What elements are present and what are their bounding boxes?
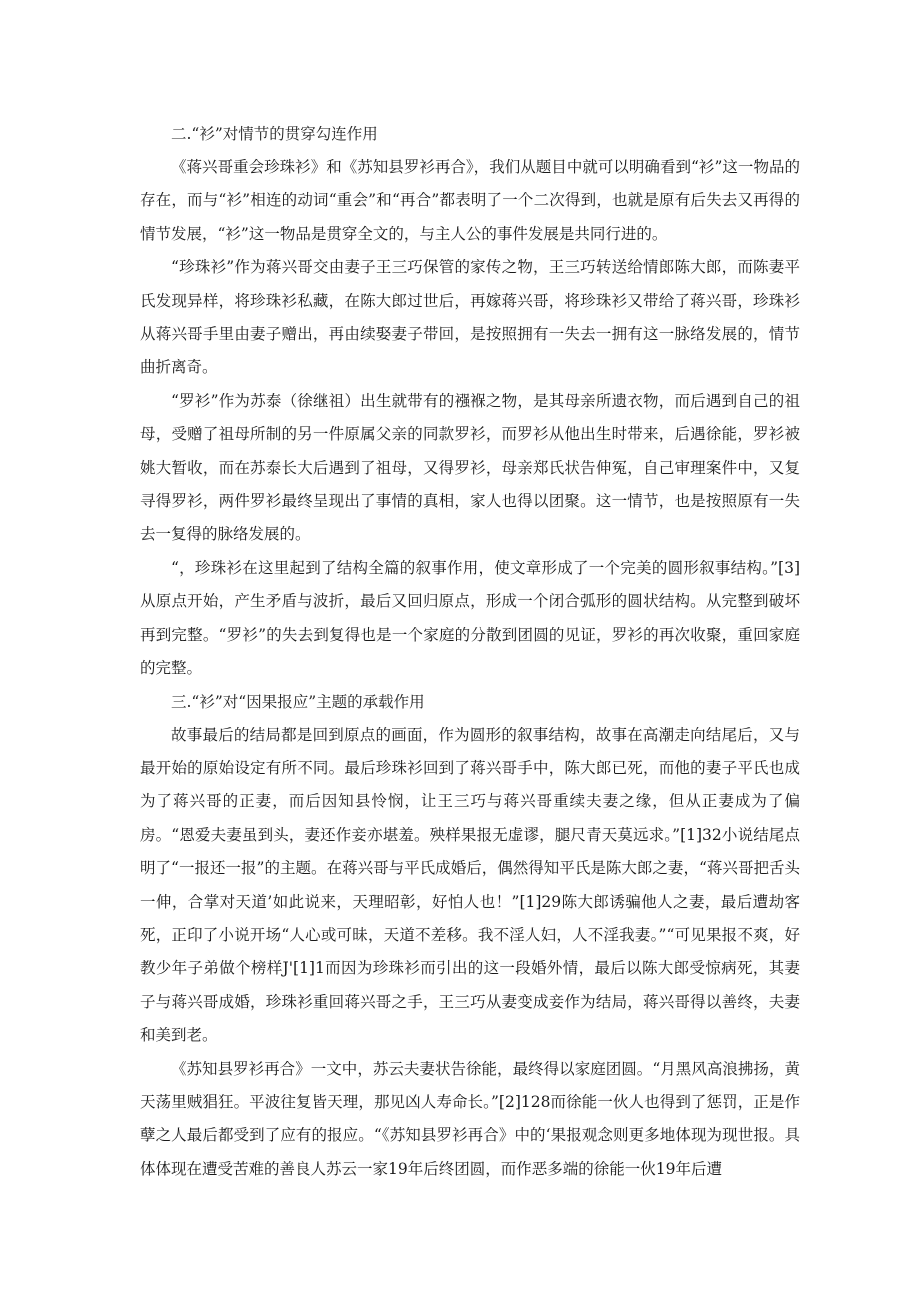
section-heading-3: 三.“衫”对“因果报应”主题的承载作用 [171, 692, 425, 711]
document-body [140, 118, 800, 1186]
paragraph-su-county: 《苏知县罗衫再合》一文中，苏云夫妻状告徐能，最终得以家庭团圆。“月黑风高浪拂扬，黄天荡里贼猖狂。平波往复皆天理，那见凶人寿命长。”[2]128而徐能一伙人也得到了惩罚，正是作孽之人最后都受到了应有的报应。“《苏知县罗衫再合》中的‘果报观念则更多地体现为现世报。具体体现在遭受苦难的善良人苏云一家19年后终团圆，而作恶多端的徐能一伙19年后遭 [140, 1059, 800, 1178]
paragraph-circular-structure: “，珍珠衫在这里起到了结构全篇的叙事作用，使文章形成了一个完美的圆形叙事结构。”[3]从原点开始，产生矛盾与波折，最后又回归原点，形成一个闭合弧形的圆状结构。从完整到破坏再到完整。“罗衫”的失去到复得也是一个家庭的分散到团圆的见证，罗衫的再次收聚，重回家庭的完整。 [140, 558, 800, 678]
paragraph-karma-ending: 故事最后的结局都是回到原点的画面，作为圆形的叙事结构，故事在高潮走向结尾后，又与最开始的原始设定有所不同。最后珍珠衫回到了蒋兴哥手中，陈大郎已死，而他的妻子平氏也成为了蒋兴哥的正妻，而后因知县怜悯，让王三巧与蒋兴哥重续夫妻之缘，但从正妻成为了偏房。“恩爱夫妻虽到头，妻还作妾亦堪羞。殃样果报无虚谬，腿尺青天莫远求。”[1]32小说结尾点明了“一报还一报”的主题。在蒋兴哥与平氏成婚后，偶然得知平氏是陈大郎之妻，“蒋兴哥把舌头一伸，合掌对天道’如此说来，天理昭彰，好怕人也！”[1]29陈大郎诱骗他人之妻，最后遭劫客死，正印了小说开场“人心或可昧，天道不差移。我不淫人妇，人不淫我妻。”“可见果报不爽，好教少年子弟做个榜样J'[1]1而因为珍珠衫而引出的这一段婚外情，最后以陈大郎受惊病死，其妻子与蒋兴哥成婚，珍珠衫重回蒋兴哥之手，王三巧从妻变成妾作为结局，蒋兴哥得以善终，夫妻和美到老。 [140, 725, 800, 1045]
paragraph-titles-intro: 《蒋兴哥重会珍珠衫》和《苏知县罗衫再合》，我们从题目中就可以明确看到“衫”这一物品的存在，而与“衫”相连的动词“重会”和“再合”都表明了一个二次得到，也就是原有后失去又再得的情节发展，“衫”这一物品是贯穿全文的，与主人公的事件发展是共同行进的。 [140, 158, 800, 243]
section-heading-2: 二.“衫”对情节的贯穿勾连作用 [171, 125, 378, 143]
paragraph-luo-shirt: “罗衫”作为苏泰（徐继祖）出生就带有的襁褓之物，是其母亲所遗衣物，而后遇到自己的祖母，受赠了祖母所制的另一件原属父亲的同款罗衫，而罗衫从他出生时带来，后遇徐能，罗衫被姚大暂收，而在苏泰长大后遇到了祖母，又得罗衫，母亲郑氏状告伸冤，自己审理案件中，又复寻得罗衫，两件罗衫最终呈现出了事情的真相，家人也得以团聚。这一情节，也是按照原有一失去一复得的脉络发展的。 [140, 391, 800, 544]
paragraph-pearl-shirt: “珍珠衫”作为蒋兴哥交由妻子王三巧保管的家传之物，王三巧转送给情郎陈大郎，而陈妻平氏发现异样，将珍珠衫私藏，在陈大郎过世后，再嫁蒋兴哥，将珍珠衫又带给了蒋兴哥，珍珠衫从蒋兴哥手里由妻子赠出，再由续娶妻子带回，是按照拥有一失去一拥有这一脉络发展的，情节曲折离奇。 [140, 258, 800, 377]
